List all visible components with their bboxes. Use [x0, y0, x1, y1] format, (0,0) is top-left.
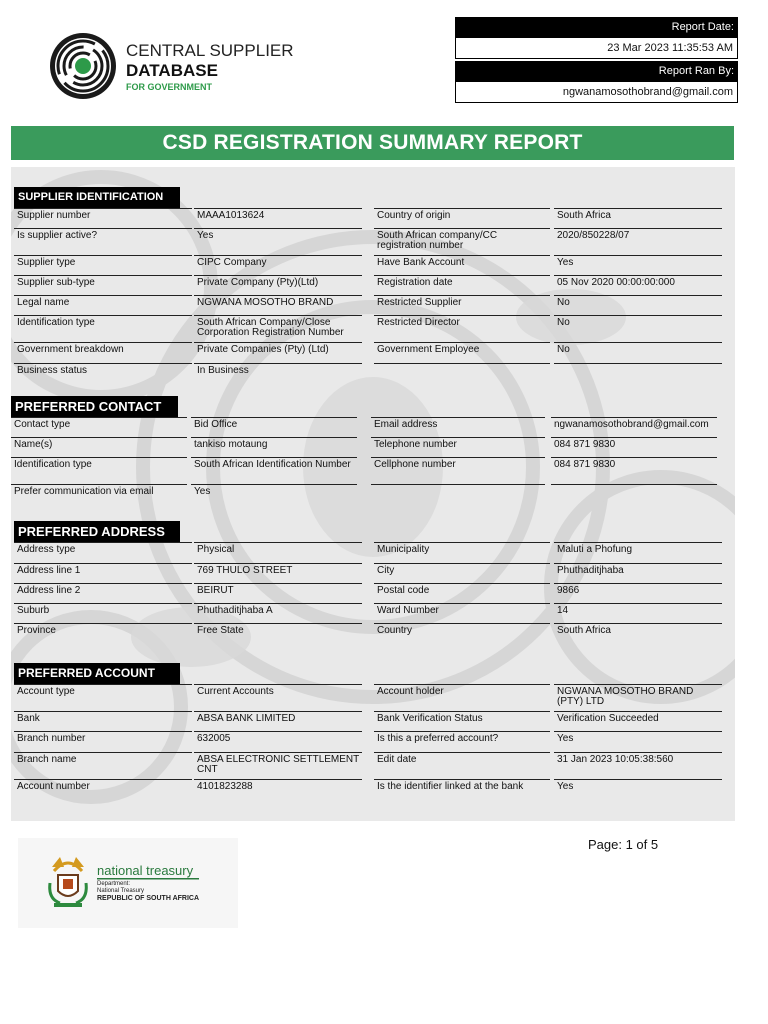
preferred-account-row-0-value-left: Current Accounts	[194, 684, 362, 711]
supplier-identification-row-7-label-left: Business status	[14, 363, 192, 385]
supplier-identification-row-4-value-left: NGWANA MOSOTHO BRAND	[194, 295, 362, 315]
preferred-address-row-2-label-left: Address line 2	[14, 583, 192, 603]
preferred-contact-row-2-label-right: Cellphone number	[371, 457, 545, 483]
supplier-identification-row-0-label-right: Country of origin	[374, 208, 550, 228]
preferred-contact-row-0-label-right: Email address	[371, 417, 545, 437]
preferred-contact-row-2-value-right: 084 871 9830	[551, 457, 717, 483]
logo-line-2: DATABASE	[126, 61, 218, 80]
supplier-identification-row-5-label-right: Restricted Director	[374, 315, 550, 342]
preferred-address-row-3-label-right: Ward Number	[374, 603, 550, 623]
preferred-account-row-1-value-right: Verification Succeeded	[554, 711, 722, 731]
preferred-account-row-2-value-right: Yes	[554, 731, 722, 751]
preferred-account-row-1-label-left: Bank	[14, 711, 192, 731]
supplier-identification-row-1-value-right: 2020/850228/07	[554, 228, 722, 255]
nt-dept-label: Department:	[97, 881, 131, 887]
preferred-account-row-0-value-right: NGWANA MOSOTHO BRAND (PTY) LTD	[554, 684, 722, 711]
preferred-address-row-1-value-left: 769 THULO STREET	[194, 563, 362, 583]
supplier-identification-row-2-label-right: Have Bank Account	[374, 255, 550, 275]
supplier-identification-row-2-value-right: Yes	[554, 255, 722, 275]
report-date-value: 23 Mar 2023 11:35:53 AM	[455, 37, 738, 59]
preferred-address-row-2-value-right: 9866	[554, 583, 722, 603]
supplier-identification-row-6-label-right: Government Employee	[374, 342, 550, 362]
preferred-address-row-3-value-left: Phuthaditjhaba A	[194, 603, 362, 623]
preferred-account-row-4-value-left: 4101823288	[194, 779, 362, 799]
preferred-address-row-2-label-right: Postal code	[374, 583, 550, 603]
preferred-contact-row-3-label-left: Prefer communication via email	[11, 484, 187, 504]
preferred-address-row-4-label-left: Province	[14, 623, 192, 643]
preferred-account-row-0-label-left: Account type	[14, 684, 192, 711]
supplier-identification-row-5-value-left: South African Company/Close Corporation Registration Number	[194, 315, 362, 342]
preferred-contact-row-0-value-left: Bid Office	[191, 417, 357, 437]
preferred-contact-heading: PREFERRED CONTACT	[11, 396, 178, 417]
supplier-identification-heading: SUPPLIER IDENTIFICATION	[14, 187, 180, 208]
preferred-address-row-1-label-left: Address line 1	[14, 563, 192, 583]
supplier-identification-row-7-label-right	[374, 363, 550, 385]
preferred-address-row-3-label-left: Suburb	[14, 603, 192, 623]
preferred-account-row-4-value-right: Yes	[554, 779, 722, 799]
preferred-account-row-0-label-right: Account holder	[374, 684, 550, 711]
supplier-identification-row-2-label-left: Supplier type	[14, 255, 192, 275]
logo-line-3: FOR GOVERNMENT	[126, 82, 213, 92]
report-title: CSD REGISTRATION SUMMARY REPORT	[11, 126, 734, 160]
preferred-account-row-1-value-left: ABSA BANK LIMITED	[194, 711, 362, 731]
nt-name: National Treasury	[97, 888, 145, 894]
supplier-identification-row-4-label-left: Legal name	[14, 295, 192, 315]
supplier-identification-row-6-value-left: Private Companies (Pty) (Ltd)	[194, 342, 362, 362]
preferred-contact-row-1-label-left: Name(s)	[11, 437, 187, 457]
csd-logo-icon	[48, 31, 118, 101]
preferred-address-row-0-value-left: Physical	[194, 542, 362, 562]
report-info-box	[455, 17, 738, 103]
preferred-contact-row-3-value-right	[551, 484, 717, 504]
supplier-identification-row-3-label-right: Registration date	[374, 275, 550, 295]
supplier-identification-row-5-label-left: Identification type	[14, 315, 192, 342]
preferred-contact-row-0-value-right: ngwanamosothobrand@gmail.com	[551, 417, 717, 437]
supplier-identification-row-0-value-left: MAAA1013624	[194, 208, 362, 228]
preferred-account-row-3-label-left: Branch name	[14, 752, 192, 779]
preferred-contact-row-1-value-right: 084 871 9830	[551, 437, 717, 457]
report-date-label: Report Date:	[455, 17, 738, 37]
preferred-address-heading: PREFERRED ADDRESS	[14, 521, 180, 542]
csd-logo-text	[126, 41, 294, 92]
supplier-identification-row-4-value-right: No	[554, 295, 722, 315]
preferred-address-row-1-label-right: City	[374, 563, 550, 583]
report-ran-by-value: ngwanamosothobrand@gmail.com	[455, 81, 738, 103]
preferred-contact-row-1-label-right: Telephone number	[371, 437, 545, 457]
preferred-address-row-1-value-right: Phuthaditjhaba	[554, 563, 722, 583]
nt-country: REPUBLIC OF SOUTH AFRICA	[97, 895, 200, 902]
supplier-identification-row-3-label-left: Supplier sub-type	[14, 275, 192, 295]
preferred-address-row-0-label-right: Municipality	[374, 542, 550, 562]
preferred-account-row-3-value-left: ABSA ELECTRONIC SETTLEMENT CNT	[194, 752, 362, 779]
preferred-address-row-4-label-right: Country	[374, 623, 550, 643]
preferred-address-row-3-value-right: 14	[554, 603, 722, 623]
preferred-address-row-0-label-left: Address type	[14, 542, 192, 562]
supplier-identification-row-0-value-right: South Africa	[554, 208, 722, 228]
supplier-identification-row-0-label-left: Supplier number	[14, 208, 192, 228]
supplier-identification-row-3-value-left: Private Company (Pty)(Ltd)	[194, 275, 362, 295]
preferred-account-row-1-label-right: Bank Verification Status	[374, 711, 550, 731]
supplier-identification-row-2-value-left: CIPC Company	[194, 255, 362, 275]
national-treasury-subtitle	[97, 881, 199, 903]
preferred-contact-row-2-label-left: Identification type	[11, 457, 187, 483]
preferred-account-row-3-label-right: Edit date	[374, 752, 550, 779]
preferred-account-row-4-label-left: Account number	[14, 779, 192, 799]
supplier-identification-row-4-label-right: Restricted Supplier	[374, 295, 550, 315]
preferred-address-row-2-value-left: BEIRUT	[194, 583, 362, 603]
supplier-identification-row-1-label-right: South African company/CC registration number	[374, 228, 550, 255]
preferred-account-row-2-label-right: Is this a preferred account?	[374, 731, 550, 751]
supplier-identification-row-7-value-right	[554, 363, 722, 385]
supplier-identification-row-5-value-right: No	[554, 315, 722, 342]
preferred-address-row-0-value-right: Maluti a Phofung	[554, 542, 722, 562]
preferred-account-row-2-value-left: 632005	[194, 731, 362, 751]
report-body	[11, 167, 735, 821]
preferred-account-row-2-label-left: Branch number	[14, 731, 192, 751]
supplier-identification-row-1-value-left: Yes	[194, 228, 362, 255]
preferred-account-row-4-label-right: Is the identifier linked at the bank	[374, 779, 550, 799]
preferred-account-row-3-value-right: 31 Jan 2023 10:05:38:560	[554, 752, 722, 779]
preferred-address-row-4-value-right: South Africa	[554, 623, 722, 643]
supplier-identification-row-1-label-left: Is supplier active?	[14, 228, 192, 255]
report-ran-by-label: Report Ran By:	[455, 61, 738, 81]
supplier-identification-row-6-value-right: No	[554, 342, 722, 362]
supplier-identification-row-7-value-left: In Business	[194, 363, 362, 385]
page-number: Page: 1 of 5	[588, 837, 659, 852]
preferred-contact-row-3-label-right	[371, 484, 545, 504]
preferred-contact-row-0-label-left: Contact type	[11, 417, 187, 437]
logo-line-1: CENTRAL SUPPLIER	[126, 41, 294, 60]
coat-of-arms-icon	[46, 853, 90, 909]
preferred-contact-row-2-value-left: South African Identification Number	[191, 457, 357, 483]
preferred-account-heading: PREFERRED ACCOUNT	[14, 663, 180, 684]
supplier-identification-row-3-value-right: 05 Nov 2020 00:00:00:000	[554, 275, 722, 295]
national-treasury-title: national treasury	[97, 863, 194, 878]
preferred-address-row-4-value-left: Free State	[194, 623, 362, 643]
preferred-contact-row-3-value-left: Yes	[191, 484, 357, 504]
supplier-identification-row-6-label-left: Government breakdown	[14, 342, 192, 362]
preferred-contact-row-1-value-left: tankiso motaung	[191, 437, 357, 457]
